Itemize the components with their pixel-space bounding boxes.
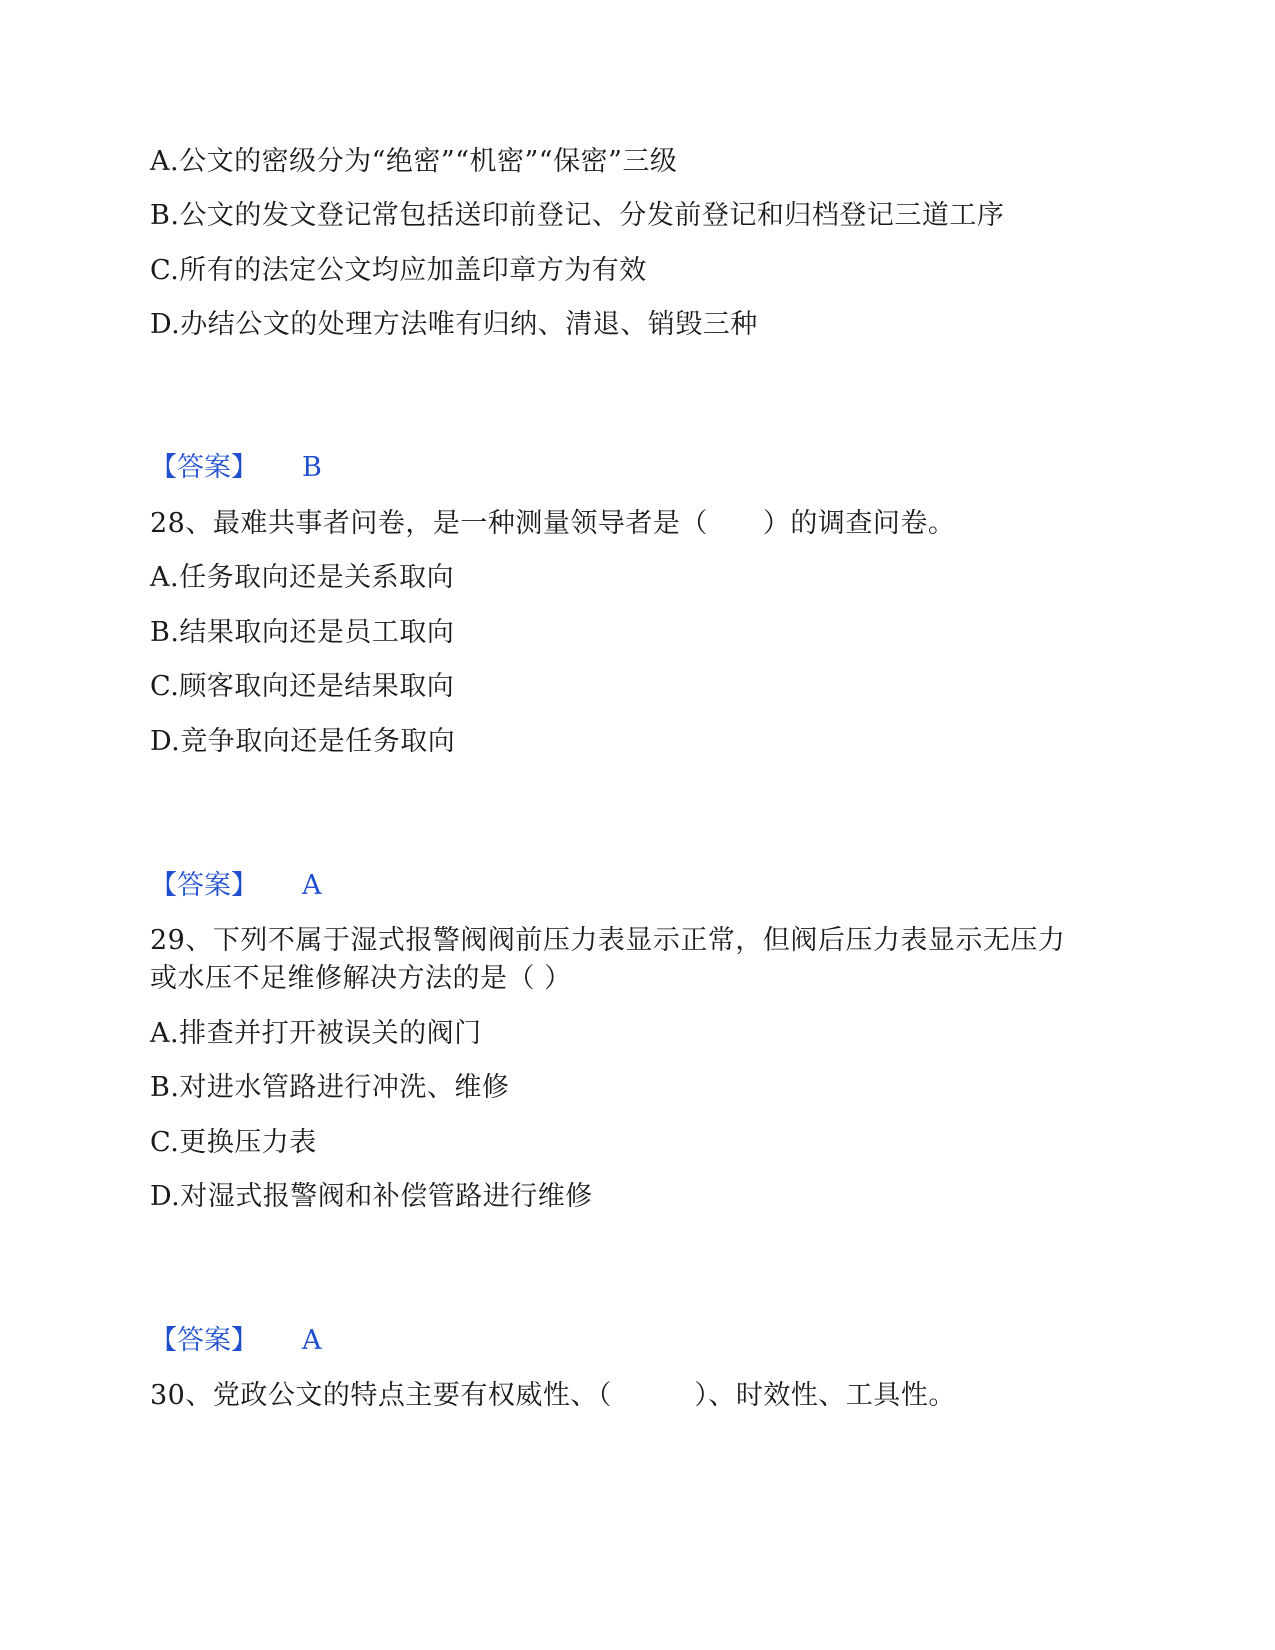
q28-stem: 28、最难共事者问卷，是一种测量领导者是（ ）的调查问卷。 xyxy=(150,508,956,539)
answer-value: A xyxy=(302,1325,322,1356)
q29-option-d: D.对湿式报警阀和补偿管路进行维修 xyxy=(150,1181,593,1212)
q28-answer xyxy=(150,870,322,902)
q30-stem: 30、党政公文的特点主要有权威性、（ ）、时效性、工具性。 xyxy=(150,1380,956,1411)
answer-label: 【答案】 xyxy=(150,1325,258,1356)
q28-option-c: C.顾客取向还是结果取向 xyxy=(150,671,455,702)
q29-stem-line1: 29、下列不属于湿式报警阀阀前压力表显示正常，但阀后压力表显示无压力 xyxy=(150,925,1066,956)
answer-value: A xyxy=(302,870,322,901)
answer-value: B xyxy=(302,452,322,483)
q27-answer xyxy=(150,452,322,484)
q29-option-a: A.排查并打开被误关的阀门 xyxy=(150,1018,482,1049)
q28-option-a: A.任务取向还是关系取向 xyxy=(150,562,455,593)
q29-option-b: B.对进水管路进行冲洗、维修 xyxy=(150,1072,510,1103)
answer-label: 【答案】 xyxy=(150,452,258,483)
q27-option-a: A.公文的密级分为“绝密”“机密”“保密”三级 xyxy=(150,146,678,177)
q27-option-c: C.所有的法定公文均应加盖印章方为有效 xyxy=(150,255,647,286)
answer-label: 【答案】 xyxy=(150,870,258,901)
q29-option-c: C.更换压力表 xyxy=(150,1127,317,1158)
q27-option-d: D.办结公文的处理方法唯有归纳、清退、销毁三种 xyxy=(150,309,758,340)
q28-option-b: B.结果取向还是员工取向 xyxy=(150,617,455,648)
q29-stem-line2: 或水压不足维修解决方法的是（ ） xyxy=(150,963,572,994)
q29-answer xyxy=(150,1325,322,1357)
q27-option-b: B.公文的发文登记常包括送印前登记、分发前登记和归档登记三道工序 xyxy=(150,200,1005,231)
q28-option-d: D.竞争取向还是任务取向 xyxy=(150,726,456,757)
